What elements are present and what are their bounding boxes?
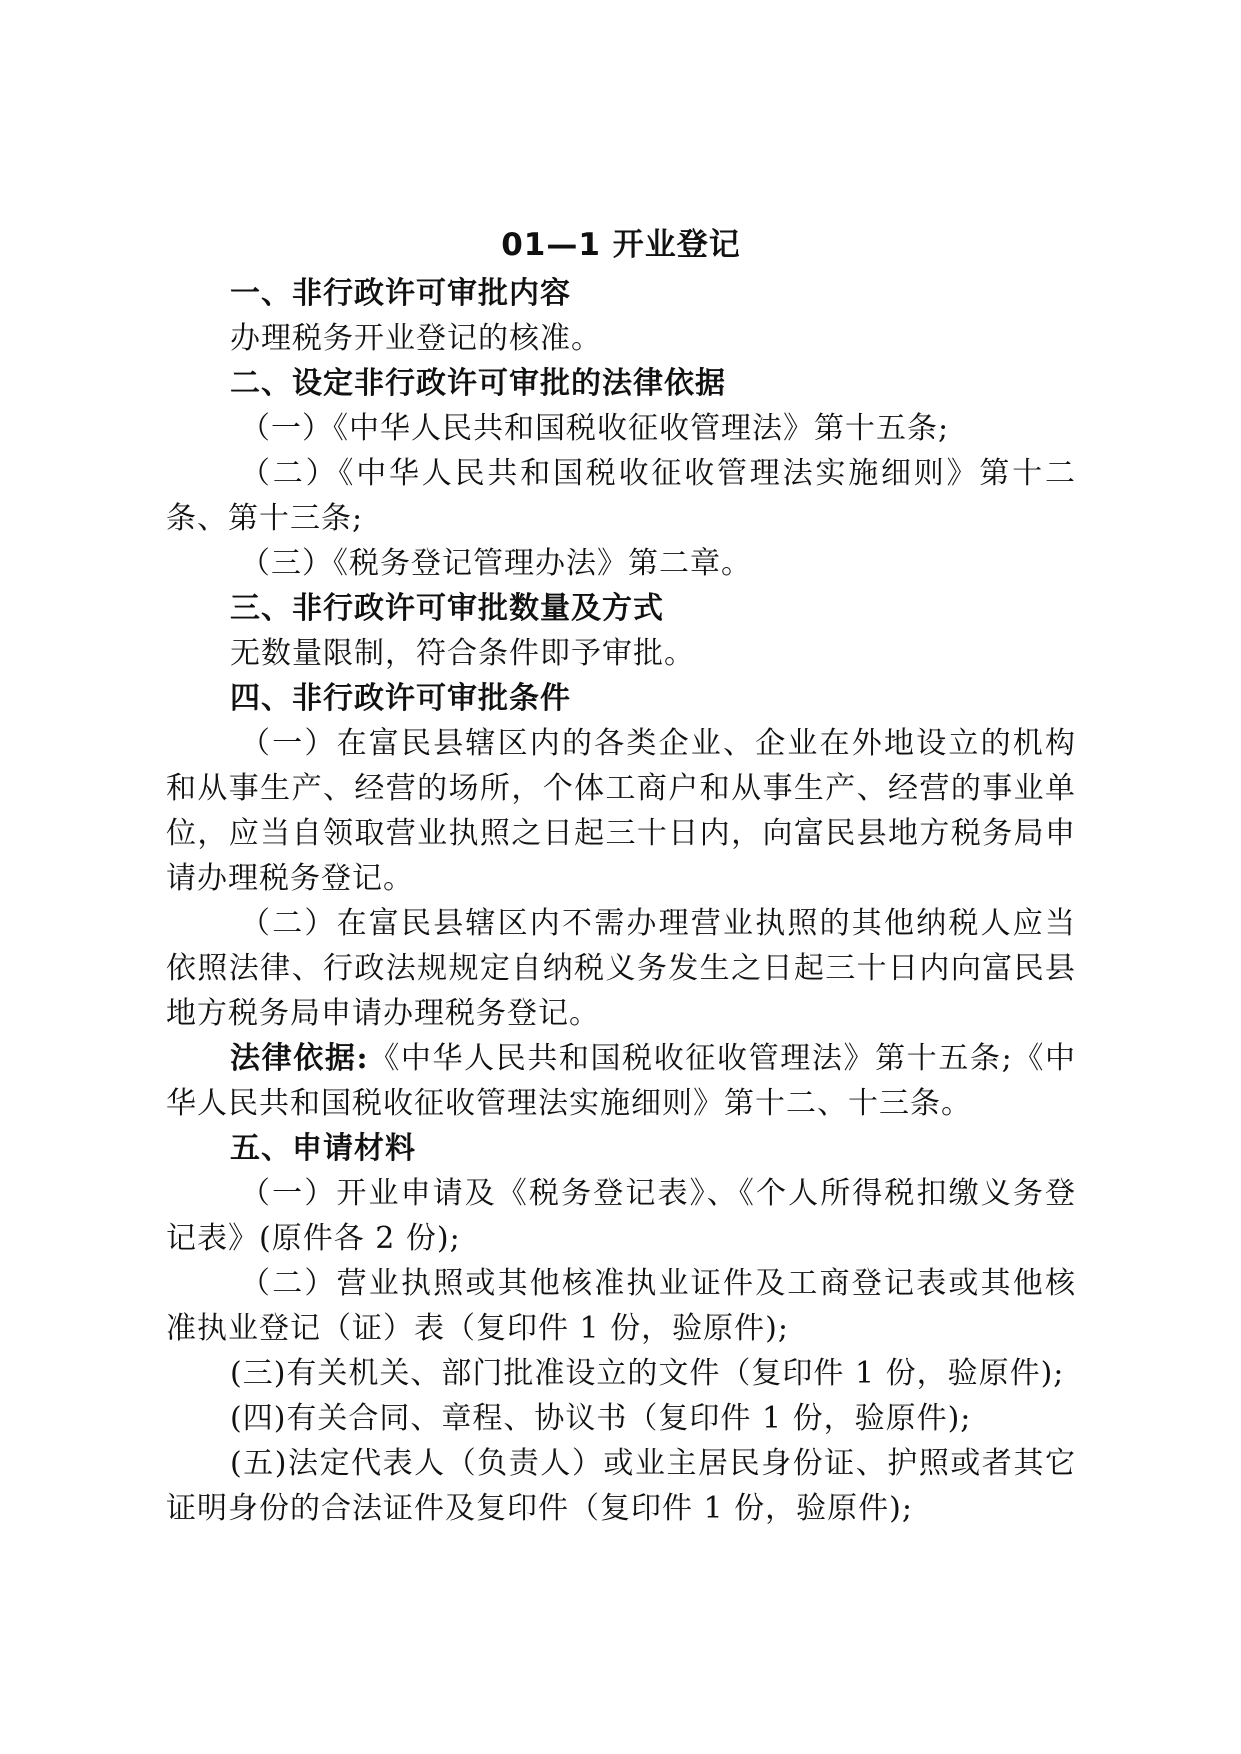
section-2-item-2: （二）《中华人民共和国税收征收管理法实施细则》第十二条、第十三条; xyxy=(166,456,1076,536)
section-2-item-1: （一）《中华人民共和国税收征收管理法》第十五条; xyxy=(240,411,950,446)
document-title: 01—1 开业登记 xyxy=(501,227,741,263)
section-4-item-1: （一）在富民县辖区内的各类企业、企业在外地设立的机构和从事生产、经营的场所，个体工商户和从事生产、经营的事业单位，应当自领取营业执照之日起三十日内，向富民县地方税务局申请办理税务登记。 xyxy=(166,726,1076,896)
section-2-item-3: （三）《税务登记管理办法》第二章。 xyxy=(240,546,752,581)
section-5-item-4: (四)有关合同、章程、协议书（复印件 1 份，验原件); xyxy=(230,1401,972,1436)
section-5-item-1: （一）开业申请及《税务登记表》、《个人所得税扣缴义务登记表》(原件各 2 份); xyxy=(166,1176,1076,1256)
section-5-item-2: （二）营业执照或其他核准执业证件及工商登记表或其他核准执业登记（证）表（复印件 1 份，验原件); xyxy=(166,1266,1076,1346)
section-2-heading: 二、设定非行政许可审批的法律依据 xyxy=(230,366,726,401)
section-5-heading: 五、申请材料 xyxy=(230,1131,416,1166)
section-1-heading: 一、非行政许可审批内容 xyxy=(230,276,571,311)
section-1-body: 办理税务开业登记的核准。 xyxy=(230,321,602,356)
legal-basis-label: 法律依据: xyxy=(230,1041,369,1076)
section-4-item-2: （二）在富民县辖区内不需办理营业执照的其他纳税人应当依照法律、行政法规规定自纳税义务发生之日起三十日内向富民县地方税务局申请办理税务登记。 xyxy=(166,906,1076,1031)
legal-basis-text: 《中华人民共和国税收征收管理法》第十五条;《中华人民共和国税收征收管理法实施细则》第十二、十三条。 xyxy=(166,1041,1077,1121)
section-3-heading: 三、非行政许可审批数量及方式 xyxy=(230,591,664,626)
section-5-item-5: (五)法定代表人（负责人）或业主居民身份证、护照或者其它证明身份的合法证件及复印件（复印件 1 份，验原件); xyxy=(166,1446,1076,1526)
document-page xyxy=(166,221,1076,1531)
section-5-item-3: (三)有关机关、部门批准设立的文件（复印件 1 份，验原件); xyxy=(230,1356,1065,1391)
section-3-body: 无数量限制，符合条件即予审批。 xyxy=(230,636,695,671)
section-4-heading: 四、非行政许可审批条件 xyxy=(230,681,571,716)
section-4-legal-basis xyxy=(166,1036,1076,1126)
